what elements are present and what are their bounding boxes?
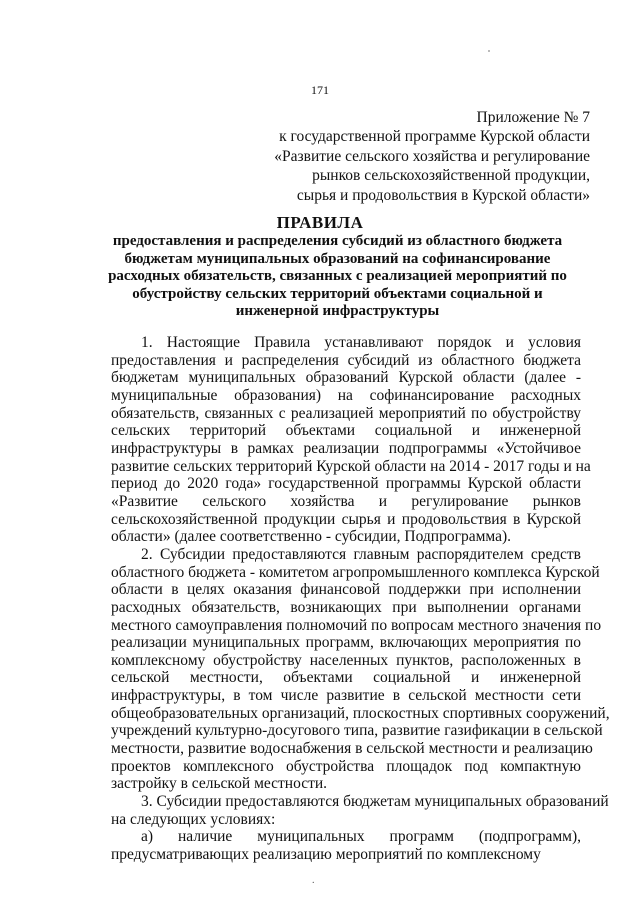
paragraph-2-line: 2. Субсидии предоставляются главным распорядителем средств	[141, 545, 581, 563]
paragraph-1-line: сельскохозяйственной продукции сырья и продовольствия в Курской	[111, 510, 581, 528]
paragraph-4-line: предусматривающих реализацию мероприятий по комплексному	[111, 846, 541, 864]
appendix-header	[250, 108, 590, 205]
paragraph-2-line: застройку в сельской местности.	[111, 775, 328, 793]
appendix-line: рынков сельскохозяйственной продукции,	[312, 167, 590, 185]
paragraph-1-line: области» (далее соответственно - субсидии, Подпрограмма).	[111, 528, 512, 546]
paragraph-2-line: учреждений культурно-досугового типа, развитие газификации в сельской	[111, 722, 603, 740]
subtitle-line: расходных обязательств, связанных с реализацией мероприятий по	[108, 268, 567, 285]
paragraph-2-line: проектов комплексного обустройства площадок под компактную	[111, 757, 581, 775]
paragraph-2-line: комплексному обустройству населенных пунктов, расположенных в	[111, 651, 581, 669]
paragraph-1-line: развитие сельских территорий Курской области на 2014 - 2017 годы и на	[111, 457, 591, 475]
paragraph-2-line: местного самоуправления полномочий по вопросам местного значения по	[111, 616, 602, 634]
paragraph-2-line: областного бюджета - комитетом агропромышленного комплекса Курской	[111, 563, 600, 581]
paragraph-2-line: области в целях оказания финансовой поддержки при исполнении	[111, 581, 581, 599]
paragraph-3-line: 3. Субсидии предоставляются бюджетам муниципальных образований	[141, 793, 609, 811]
document-subtitle	[105, 233, 570, 321]
subtitle-line: бюджетам муниципальных образований на софинансирование	[124, 250, 551, 267]
document-title: ПРАВИЛА	[276, 213, 364, 232]
paragraph-2-line: общеобразовательных организаций, плоскостных спортивных сооружений,	[111, 704, 610, 722]
appendix-line: к государственной программе Курской области	[279, 128, 590, 146]
subtitle-line: предоставления и распределения субсидий из областного бюджета	[112, 233, 563, 249]
paragraph-1-line: «Развитие сельского хозяйства и регулирование рынков	[111, 492, 581, 510]
paragraph-4-line: а) наличие муниципальных программ (подпрограмм),	[141, 828, 581, 846]
paragraph-3-line: на следующих условиях:	[111, 810, 276, 828]
paragraph-2-line: сельской местности, объектами социальной и инженерной	[111, 669, 581, 687]
paragraph-1-line: обязательств, связанных с реализацией мероприятий по обустройству	[111, 404, 581, 422]
paragraph-1-line: период до 2020 года» государственной программы Курской области	[111, 475, 581, 493]
subtitle-line: инженерной инфраструктуры	[235, 303, 440, 320]
paragraph-1-line: инфраструктуры в рамках реализации подпрограммы «Устойчивое	[111, 439, 581, 457]
footer-mark: .	[312, 875, 315, 886]
subtitle-line: обустройству сельских территорий объектами социальной и	[132, 285, 543, 302]
paragraph-2-line: расходных обязательств, возникающих при выполнении органами	[111, 598, 581, 616]
paragraph-1-line: муниципальные образования) на софинансирование расходных	[111, 386, 581, 404]
appendix-line: Приложение № 7	[476, 109, 590, 126]
paragraph-1-line: 1. Настоящие Правила устанавливают порядок и условия	[141, 334, 581, 351]
paragraph-2-line: инфраструктуры, в том числе развитие в сельской местности сети	[111, 687, 581, 705]
appendix-line: сырья и продовольствия в Курской области»	[296, 186, 590, 204]
appendix-line: «Развитие сельского хозяйства и регулирование	[274, 147, 590, 165]
paragraph-2-line: местности, развитие водоснабжения в сельской местности и реализацию	[111, 740, 593, 758]
document-body	[111, 334, 610, 864]
page-number: 171	[311, 83, 329, 97]
paragraph-1-line: предоставления и распределения субсидий из областного бюджета	[111, 351, 581, 369]
paragraph-1-line: бюджетам муниципальных образований Курской области (далее -	[111, 369, 581, 387]
paragraph-1-line: сельских территорий объектами социальной и инженерной	[111, 422, 581, 440]
scan-speck	[488, 50, 490, 52]
paragraph-2-line: реализации муниципальных программ, включающих мероприятия по	[111, 634, 581, 652]
